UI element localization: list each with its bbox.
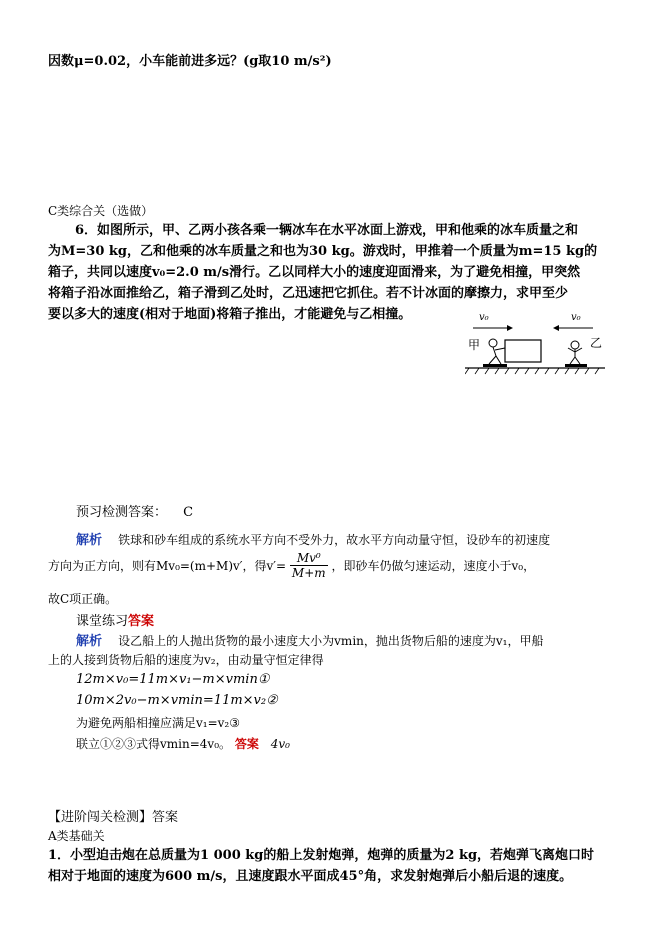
analysis2-line-1 [76,630,543,649]
fig-right-velocity: v₀ [571,312,581,323]
equation-4-answer-label: 答案 [234,737,259,751]
preview-answer-label: 预习检测答案： [76,505,168,520]
advanced-heading: 【进阶闯关检测】答案 [48,810,179,825]
preview-answer-value: C [183,505,194,520]
velocity-fraction [290,551,328,580]
q6-line-2: 为M=30 kg，乙和他乘的冰车质量之和也为30 kg。游戏时，甲推着一个质量为m=15 kg的 [48,244,598,259]
equation-4-line [76,735,290,752]
equation-4: 联立①②③式得vmin=4v₀。 [76,737,232,751]
q6-line-5: 要以多大的速度(相对于地面)将箱子推出，才能避免与乙相撞。 [48,307,412,322]
advanced-q1-line-1: 1．小型迫击炮在总质量为1 000 kg的船上发射炮弹，炮弹的质量为2 kg，若炮弹飞离炮口时 [48,848,595,863]
equation-2: 10m×2v₀−m×vmin=11m×v₂② [76,693,278,708]
fig-left-velocity: v₀ [479,312,489,323]
analysis-line-2 [48,551,535,580]
fraction-numerator: Mv⁰ [290,551,328,566]
equation-1: 12m×v₀=11m×v₁−m×vmin① [76,672,270,687]
equation-4-answer: 4v₀ [270,737,290,751]
analysis2-text-2: 上的人接到货物后船的速度为v₂，由动量守恒定律得 [48,653,324,667]
analysis-text-1: 铁球和砂车组成的系统水平方向不受外力，故水平方向动量守恒，设砂车的初速度 [118,533,551,547]
preview-answer-line [76,501,193,520]
analysis2-text-1: 设乙船上的人抛出货物的最小速度大小为vmin，抛出货物后船的速度为v₁，甲船 [118,634,544,648]
q6-line-3: 箱子，共同以速度v₀=2.0 m/s滑行。乙以同样大小的速度迎面滑来，为了避免相撞，甲突然 [48,265,581,280]
analysis-label: 解析 [76,533,103,548]
advanced-q1-line-2: 相对于地面的速度为600 m/s，且速度跟水平面成45°角，求发射炮弹后小船后退的速度。 [48,869,573,884]
fig-left-name: 甲 [468,338,481,352]
q6-line-4: 将箱子沿冰面推给乙，箱子滑到乙处时，乙迅速把它抓住。若不计冰面的摩擦力，求甲至少 [48,286,569,301]
analysis-text-3: 故C项正确。 [48,592,118,606]
analysis-text-2a: 方向为正方向，则有Mv₀=(m+M)v′，得v′= [48,559,287,573]
fraction-denominator: M+m [291,566,326,580]
fig-right-name: 乙 [590,336,603,350]
q6-line-1: 6．如图所示，甲、乙两小孩各乘一辆冰车在水平冰面上游戏，甲和他乘的冰车质量之和 [75,223,579,238]
class-practice-label: 课堂练习 [76,614,129,629]
section-c-heading: C类综合关（选做） [48,204,154,218]
ice-cart-figure [465,312,605,376]
advanced-subheading: A类基础关 [48,829,105,843]
analysis-line-1 [76,529,550,548]
analysis2-label: 解析 [76,634,103,649]
class-practice-answer-label: 答案 [128,614,155,629]
top-line: 因数μ=0.02，小车能前进多远？(g取10 m/s²) [48,54,332,69]
class-practice-line [76,610,154,629]
analysis-text-2b: ，即砂车仍做匀速运动，速度小于v₀， [331,559,536,573]
equation-3: 为避免两船相撞应满足v₁=v₂③ [76,716,240,730]
